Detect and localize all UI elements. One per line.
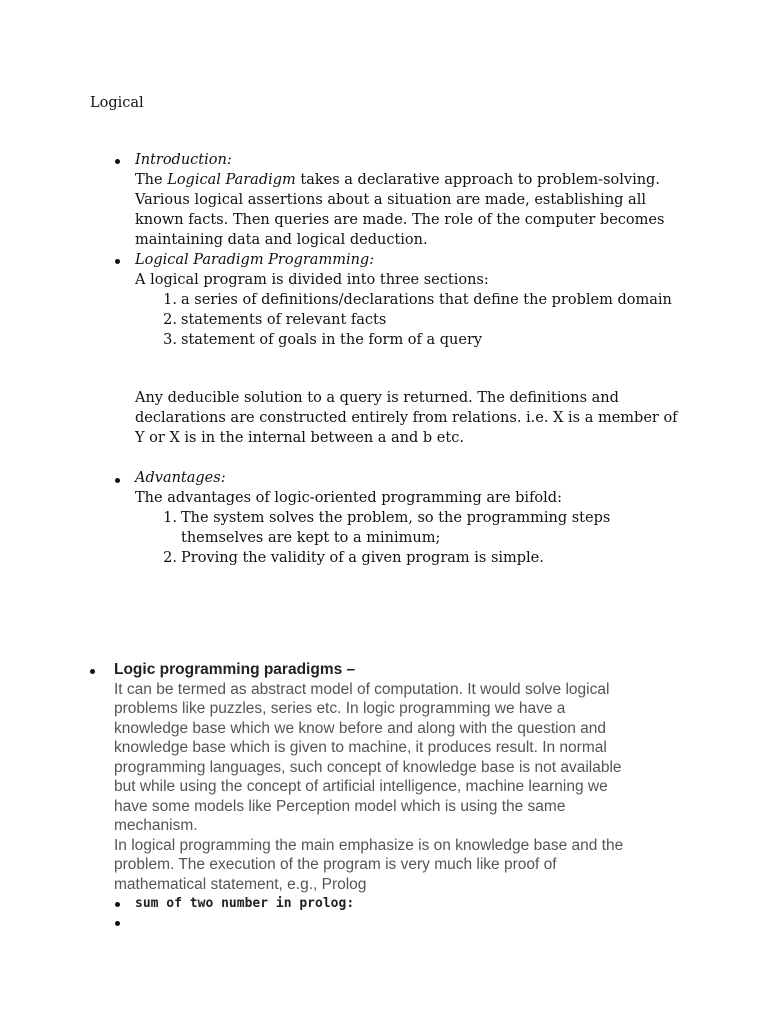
- list-text: Proving the validity of a given program is simple.: [181, 550, 544, 566]
- ordered-list-item: [135, 310, 695, 330]
- list-text: statements of relevant facts: [181, 312, 387, 328]
- list-number: 2.: [163, 312, 177, 328]
- list-text: a series of definitions/declarations that define the problem domain: [181, 292, 672, 308]
- list-number: 2.: [163, 550, 177, 566]
- bullet-icon: [115, 921, 120, 926]
- paradigms-line: but while using the concept of artificial intelligence, machine learning we: [114, 778, 608, 795]
- bullet-icon: [90, 669, 95, 674]
- intro-line: known facts. Then queries are made. The role of the computer becomes: [135, 212, 665, 228]
- programming-section: [135, 250, 695, 350]
- bullet-icon: [115, 159, 120, 164]
- intro-text-emphasis: Logical Paradigm: [167, 172, 296, 188]
- ordered-list-item: [135, 508, 695, 548]
- advantages-label: Advantages:: [135, 470, 226, 486]
- paradigms-line: problem. The execution of the program is very much like proof of: [114, 856, 557, 873]
- list-text: themselves are kept to a minimum;: [181, 530, 441, 546]
- list-text: The system solves the problem, so the programming steps: [181, 510, 611, 526]
- bullet-icon: [115, 478, 120, 483]
- list-number: 1.: [163, 510, 177, 526]
- paradigms-line: problems like puzzles, series etc. In logic programming we have a: [114, 700, 566, 717]
- paradigms-line: knowledge base which is given to machine, it produces result. In normal: [114, 739, 607, 756]
- programming-label: Logical Paradigm Programming:: [135, 252, 375, 268]
- intro-label: Introduction:: [135, 152, 232, 168]
- intro-section: [135, 150, 695, 250]
- document-heading: Logical: [90, 95, 144, 111]
- advantages-section: [135, 468, 695, 568]
- intro-line: Various logical assertions about a situation are made, establishing all: [135, 192, 646, 208]
- ordered-list-item: [135, 548, 695, 568]
- paragraph-line: declarations are constructed entirely from relations. i.e. X is a member of: [135, 410, 678, 426]
- bullet-icon: [115, 259, 120, 264]
- intro-text-prefix: The: [135, 172, 168, 188]
- programming-paragraph: [135, 388, 695, 448]
- paragraph-line: Y or X is in the internal between a and b etc.: [135, 430, 464, 446]
- list-number: 1.: [163, 292, 177, 308]
- ordered-list-item: [135, 290, 695, 310]
- paradigms-line: mathematical statement, e.g., Prolog: [114, 875, 367, 893]
- paradigms-line: mechanism.: [114, 817, 198, 834]
- code-bullet-text: sum of two number in prolog:: [135, 896, 355, 911]
- paradigms-title: Logic programming paradigms –: [114, 661, 356, 678]
- programming-lead: A logical program is divided into three sections:: [135, 272, 489, 288]
- paradigms-line: have some models like Perception model which is using the same: [114, 797, 566, 815]
- bullet-icon: [115, 902, 120, 907]
- list-number: 3.: [163, 332, 177, 348]
- paradigms-line: programming languages, such concept of knowledge base is not available: [114, 758, 622, 776]
- paragraph-line: Any deducible solution to a query is returned. The definitions and: [135, 390, 619, 406]
- intro-line1-rest: takes a declarative approach to problem-solving.: [295, 172, 660, 188]
- ordered-list-item: [135, 330, 695, 350]
- paradigms-section: [114, 660, 674, 894]
- advantages-lead: The advantages of logic-oriented programming are bifold:: [135, 490, 562, 506]
- paradigms-line: It can be termed as abstract model of computation. It would solve logical: [114, 680, 610, 698]
- intro-line: maintaining data and logical deduction.: [135, 232, 428, 248]
- list-text: statement of goals in the form of a query: [181, 332, 483, 348]
- paradigms-line: knowledge base which we know before and along with the question and: [114, 719, 607, 737]
- paradigms-line: In logical programming the main emphasize is on knowledge base and the: [114, 836, 624, 854]
